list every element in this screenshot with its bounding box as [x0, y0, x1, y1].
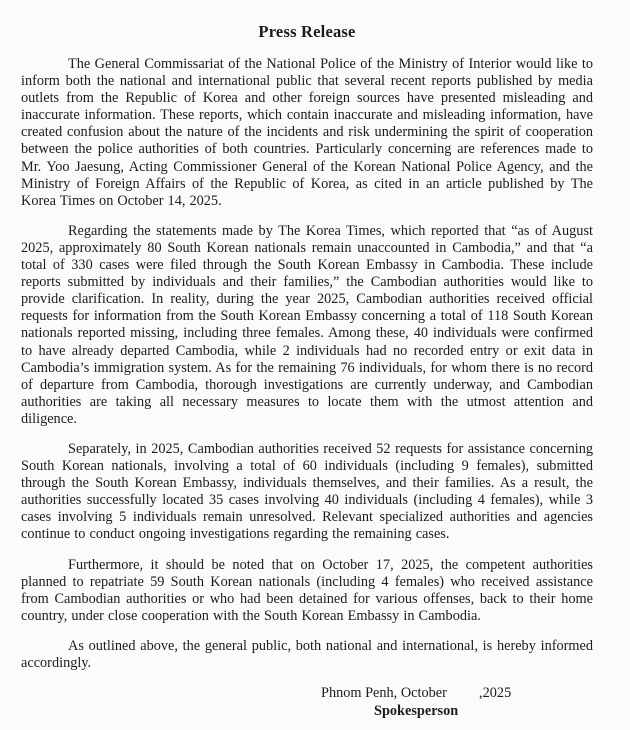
- signature-place-date: Phnom Penh, October ,2025: [321, 685, 512, 702]
- paragraph-assistance-requests: Separately, in 2025, Cambodian authorities received 52 requests for assistance concerning South Korean nationals, involving a total of 60 individuals (including 9 females), submitted through the South Korean Embassy, individuals themselves, and their families. As a result, the authorities successfully located 35 cases involving 40 individuals (including 4 females), while 3 cases involving 5 individuals remain unresolved. Relevant specialized authorities and agencies continue to conduct ongoing investigations regarding the remaining cases.: [21, 440, 593, 543]
- signature-role: Spokesperson: [374, 702, 459, 719]
- paragraph-repatriation: Furthermore, it should be noted that on October 17, 2025, the competent authorities planned to repatriate 59 South Korean nationals (including 4 females) who received assistance from Cambodian authorities or who had been detained for various offenses, back to their home country, under close cooperation with the South Korean Embassy in Cambodia.: [21, 556, 593, 624]
- paragraph-clarification: Regarding the statements made by The Korea Times, which reported that “as of August 2025, approximately 80 South Korean nationals remain unaccounted in Cambodia,” and that “a total of 330 cases were filed through the South Korean Embassy in Cambodia. These include reports submitted by individuals and their families,” the Cambodian authorities would like to provide clarification. In reality, during the year 2025, Cambodian authorities received official requests for information from the South Korean Embassy concerning a total of 118 South Korean nationals reported missing, including three females. Among these, 40 individuals were confirmed to have already departed Cambodia, while 2 individuals had no recorded entry or exit data in Cambodia’s immigration system. As for the remaining 76 individuals, for whom there is no record of departure from Cambodia, thorough investigations are currently underway, and Cambodian authorities are taking all necessary measures to locate them with the utmost attention and diligence.: [21, 222, 593, 427]
- paragraph-closing: As outlined above, the general public, both national and international, is hereby informed accordingly.: [21, 637, 593, 671]
- document-body: [21, 56, 593, 672]
- paragraph-intro: The General Commissariat of the National Police of the Ministry of Interior would like to inform both the national and international public that several recent reports published by media outlets from the Republic of Korea and other foreign sources have presented misleading and inaccurate information. These reports, which contain inaccurate and misleading information, have created confusion about the nature of the incidents and risk undermining the spirit of cooperation between the police authorities of both countries. Particularly concerning are references made to Mr. Yoo Jaesung, Acting Commissioner General of the Korean National Police Agency, and the Ministry of Foreign Affairs of the Republic of Korea, as cited in an article published by The Korea Times on October 14, 2025.: [21, 56, 593, 209]
- signature-block: [321, 685, 511, 720]
- page-title: Press Release: [258, 22, 356, 41]
